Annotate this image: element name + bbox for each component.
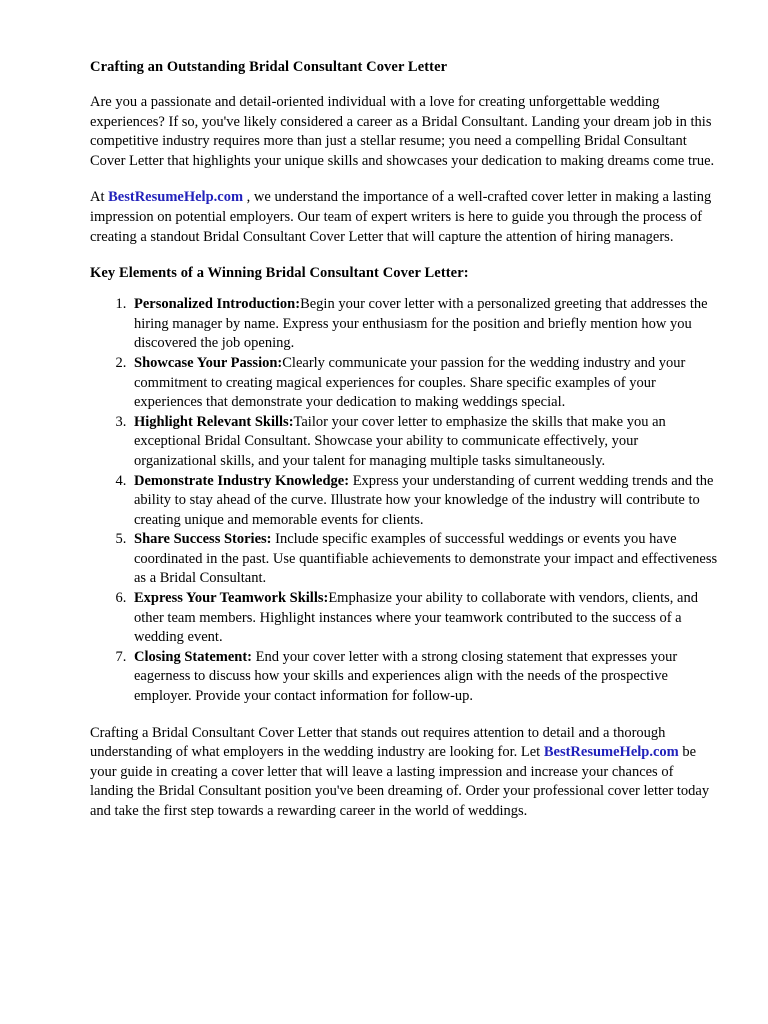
page-title: Crafting an Outstanding Bridal Consultant Cover Letter bbox=[90, 59, 448, 75]
list-item bbox=[130, 295, 718, 354]
list-item-body: Clearly communicate your passion for the wedding industry and your commitment to creating magical experiences for couples. Share specific examples of your experiences that demonstrate your dedication to making weddings special. bbox=[134, 354, 686, 411]
list-item bbox=[130, 472, 718, 531]
list-item-body: End your cover letter with a strong closing statement that expresses your eagerness to discuss how your skills and experiences align with the needs of the prospective employer. Provide your contact information for follow-up. bbox=[134, 648, 678, 705]
list-item-body: Express your understanding of current wedding trends and the ability to stay ahead of the curve. Illustrate how your knowledge of the industry will contribute to creating unique and memorable events for clients. bbox=[134, 472, 714, 528]
list-item-body: Tailor your cover letter to emphasize the skills that make you an exceptional Bridal Consultant. Showcase your ability to communicate effectively, your organizational skills, and your talent for managing multiple tasks simultaneously. bbox=[134, 413, 666, 469]
list-item bbox=[130, 413, 718, 472]
list-item-lead: Showcase Your Passion: bbox=[134, 354, 283, 371]
list-item bbox=[130, 589, 718, 648]
list-item-body: Emphasize your ability to collaborate with vendors, clients, and other team members. Highlight instances where your teamwork contributed to the success of a wedding event. bbox=[134, 590, 698, 646]
closing-paragraph-suffix: be your guide in creating a cover letter that will leave a lasting impression and increase your chances of landing the Bridal Consultant position you've been dreaming of. Order your professional cover letter today and take the first step towards a rewarding career in the world of weddings. bbox=[90, 744, 710, 819]
brand-paragraph-suffix: , we understand the importance of a well-crafted cover letter in making a lasting impression on potential employers. Our team of expert writers is here to guide you through the process of creating a standout Bridal Consultant Cover Letter that will capture the attention of hiring managers. bbox=[90, 189, 712, 245]
bestresumehelp-link-bottom[interactable]: BestResumeHelp.com bbox=[543, 744, 679, 761]
document-content bbox=[90, 58, 718, 839]
list-item-body: Include specific examples of successful weddings or events you have coordinated in the past. Use quantifiable achievements to demonstrate your impact and effectiveness as a Bridal Consultant. bbox=[134, 531, 718, 587]
list-item-lead: Personalized Introduction: bbox=[134, 296, 301, 313]
list-item-lead: Demonstrate Industry Knowledge: bbox=[134, 472, 350, 489]
list-item-lead: Share Success Stories: bbox=[134, 531, 272, 548]
intro-paragraph: Are you a passionate and detail-oriented individual with a love for creating unforgettable wedding experiences? If so, you've likely considered a career as a Bridal Consultant. Landing your dream job in this competitive industry requires more than just a stellar resume; you need a compelling Bridal Consultant Cover Letter that highlights your unique skills and showcases your dedication to making dreams come true. bbox=[90, 94, 715, 169]
section-heading-key-elements: Key Elements of a Winning Bridal Consultant Cover Letter: bbox=[90, 265, 469, 282]
key-elements-list bbox=[90, 295, 718, 706]
list-item-lead: Express Your Teamwork Skills: bbox=[134, 590, 329, 607]
list-item-lead: Highlight Relevant Skills: bbox=[134, 413, 294, 430]
bestresumehelp-link-top[interactable]: BestResumeHelp.com bbox=[108, 189, 244, 206]
list-item bbox=[130, 530, 718, 589]
closing-paragraph bbox=[90, 724, 718, 822]
list-item-body: Begin your cover letter with a personalized greeting that addresses the hiring manager by name. Express your enthusiasm for the position and briefly mention how you discovered the job opening. bbox=[134, 296, 708, 352]
closing-paragraph-prefix: Crafting a Bridal Consultant Cover Letter that stands out requires attention to detail and a thorough understanding of what employers in the wedding industry are looking for. Let bbox=[90, 724, 666, 761]
brand-paragraph bbox=[90, 188, 718, 247]
list-item bbox=[130, 648, 718, 707]
list-item bbox=[130, 354, 718, 413]
list-item-lead: Closing Statement: bbox=[134, 648, 253, 665]
brand-paragraph-prefix: At bbox=[90, 189, 109, 206]
